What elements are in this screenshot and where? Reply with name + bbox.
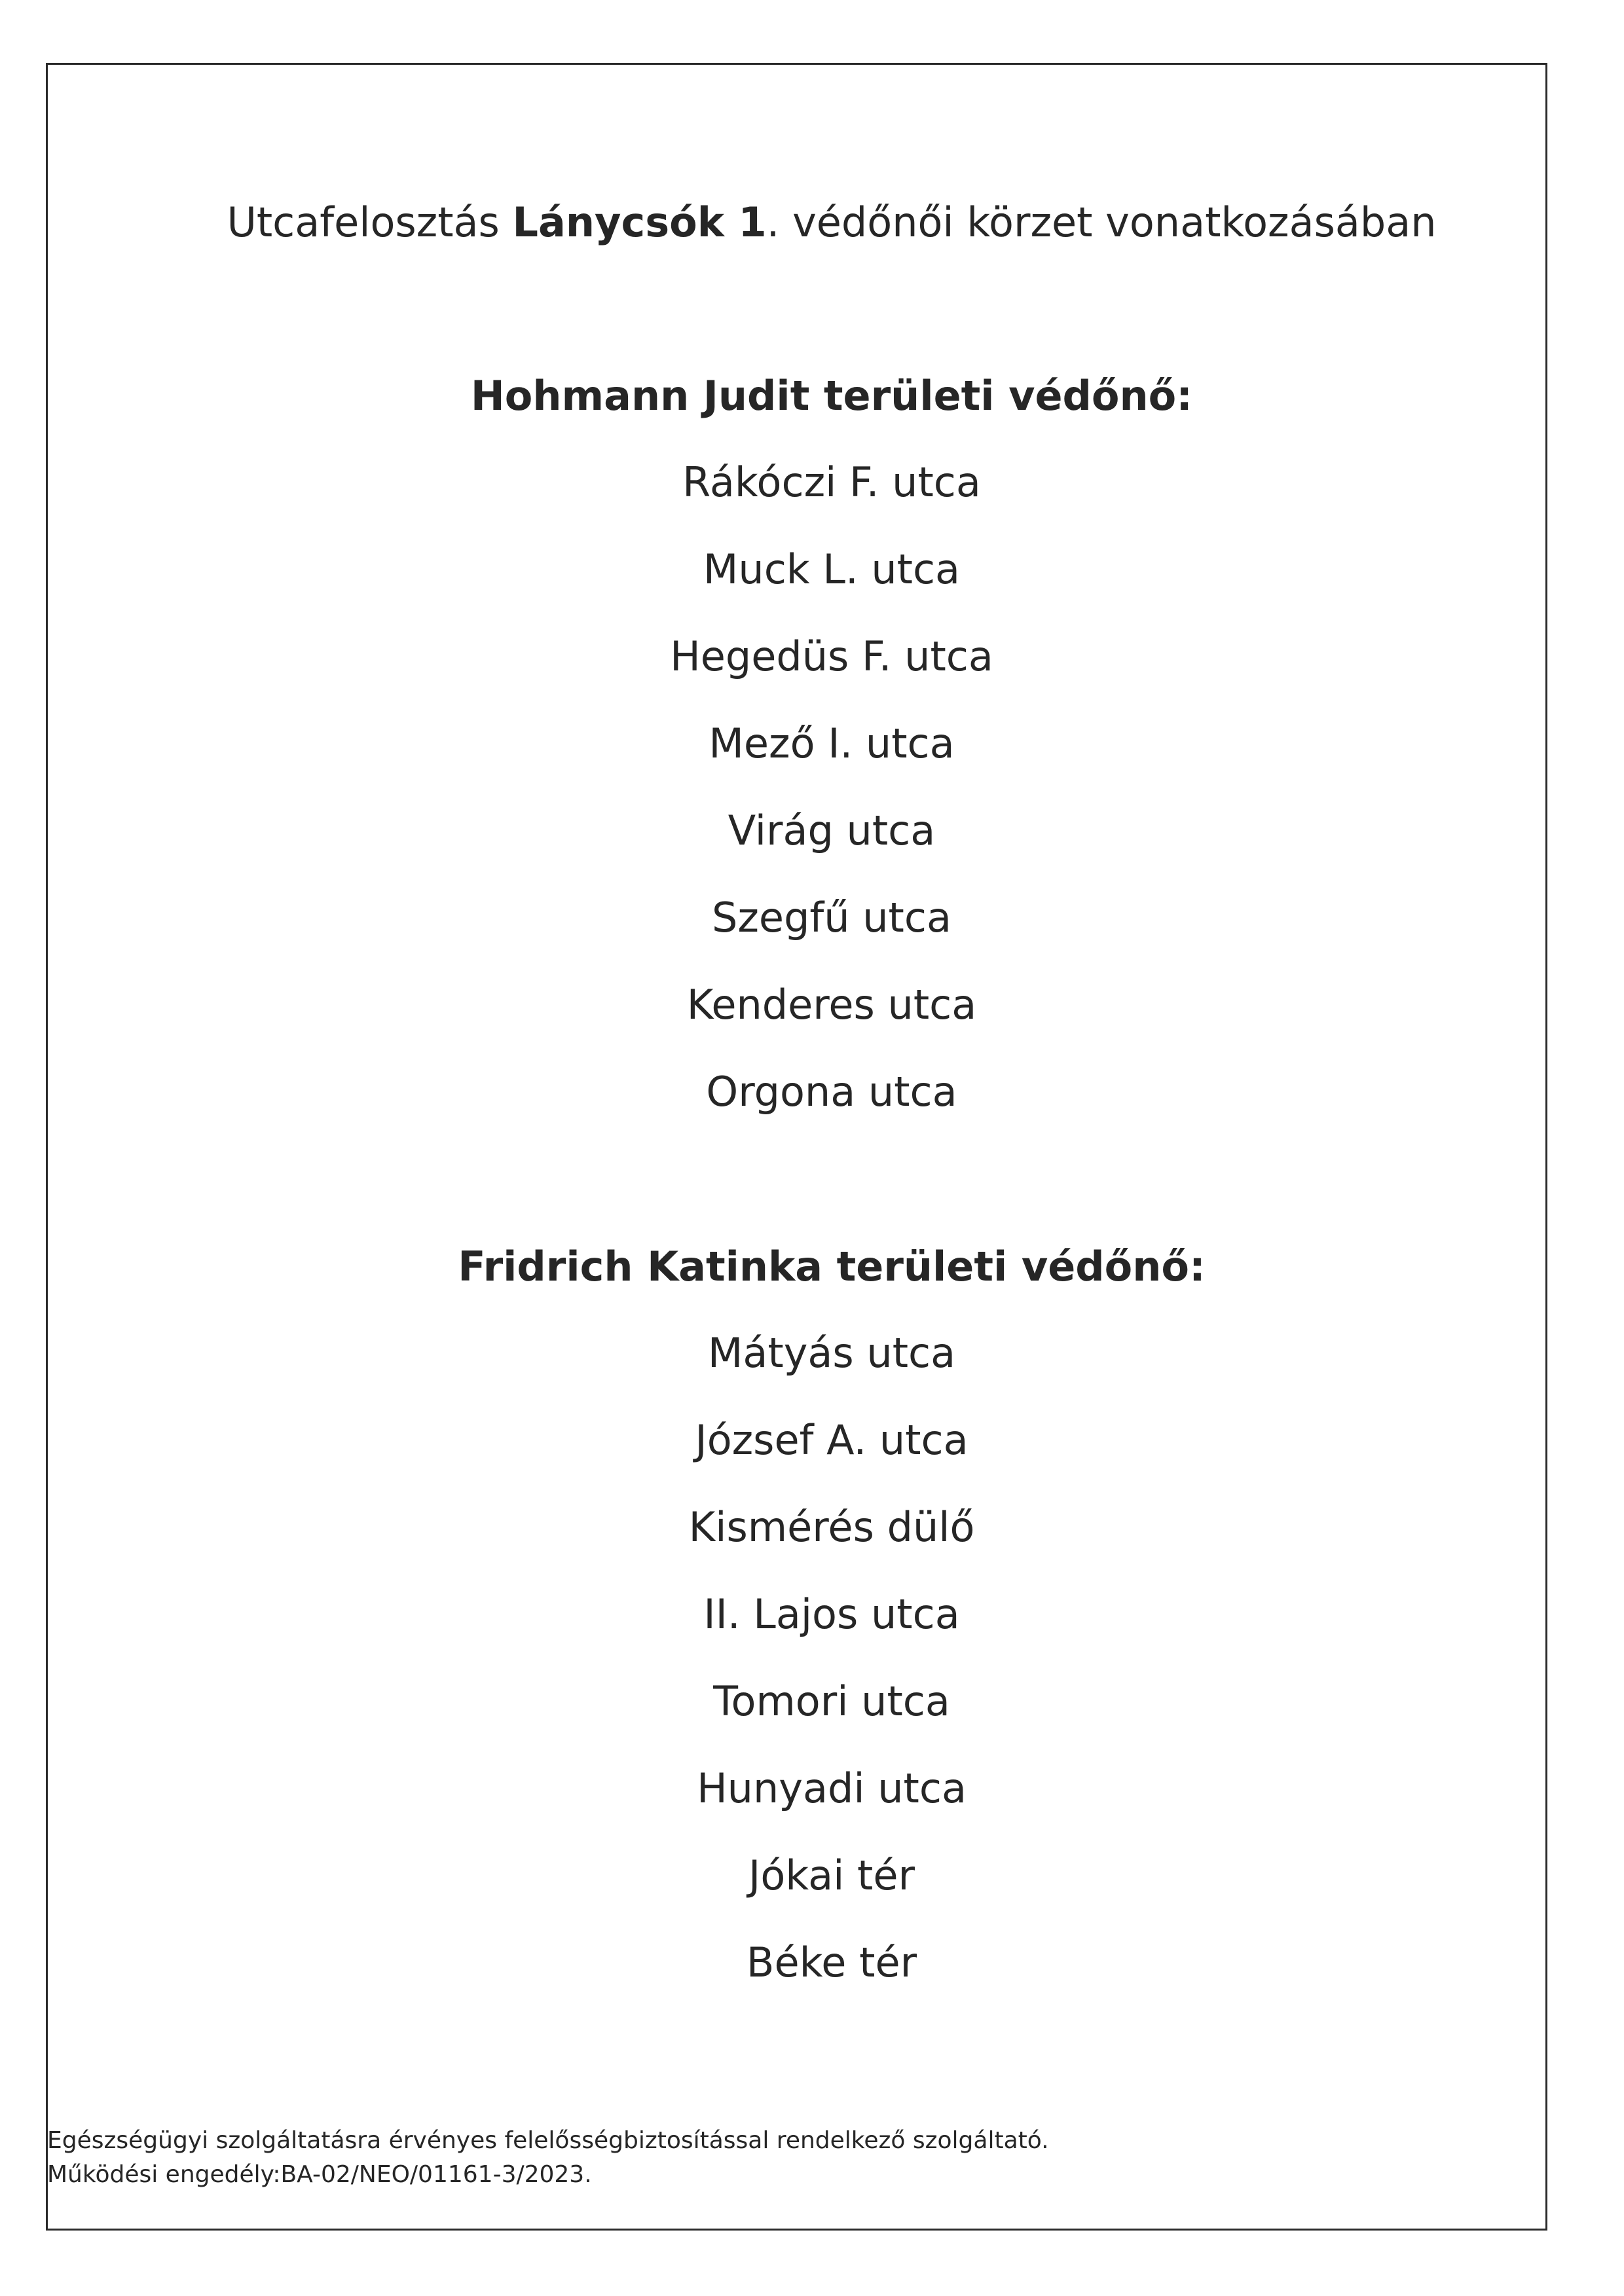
section-heading-fridrich: Fridrich Katinka területi védőnő: — [458, 1243, 1206, 1290]
street-item: Tomori utca — [713, 1677, 950, 1725]
street-item: Muck L. utca — [703, 545, 961, 593]
title-suffix: . védőnői körzet vonatkozásában — [766, 198, 1437, 246]
street-item: Hegedüs F. utca — [670, 632, 993, 680]
footer-license-number: Működési engedély:BA-02/NEO/01161-3/2023. — [47, 2161, 592, 2188]
street-item: Kismérés dülő — [688, 1503, 975, 1551]
page-title — [0, 196, 1624, 249]
street-item: Orgona utca — [706, 1068, 957, 1116]
street-item: József A. utca — [695, 1416, 969, 1464]
footer-insurance-note: Egészségügyi szolgáltatásra érvényes felelősségbiztosítással rendelkező szolgáltató. — [47, 2127, 1049, 2154]
street-item: Szegfű utca — [712, 894, 951, 941]
street-item: Béke tér — [746, 1939, 917, 1986]
title-district: Lánycsók 1 — [512, 198, 767, 246]
street-item: II. Lajos utca — [703, 1590, 960, 1638]
street-item: Hunyadi utca — [697, 1764, 967, 1812]
title-prefix: Utcafelosztás — [227, 198, 513, 246]
street-item: Jókai tér — [748, 1851, 915, 1899]
street-item: Mező I. utca — [709, 720, 955, 767]
street-item: Virág utca — [728, 807, 936, 854]
street-item: Rákóczi F. utca — [682, 458, 981, 506]
street-item: Kenderes utca — [686, 981, 977, 1029]
street-item: Mátyás utca — [707, 1329, 956, 1377]
section-heading-hohmann: Hohmann Judit területi védőnő: — [470, 372, 1193, 420]
